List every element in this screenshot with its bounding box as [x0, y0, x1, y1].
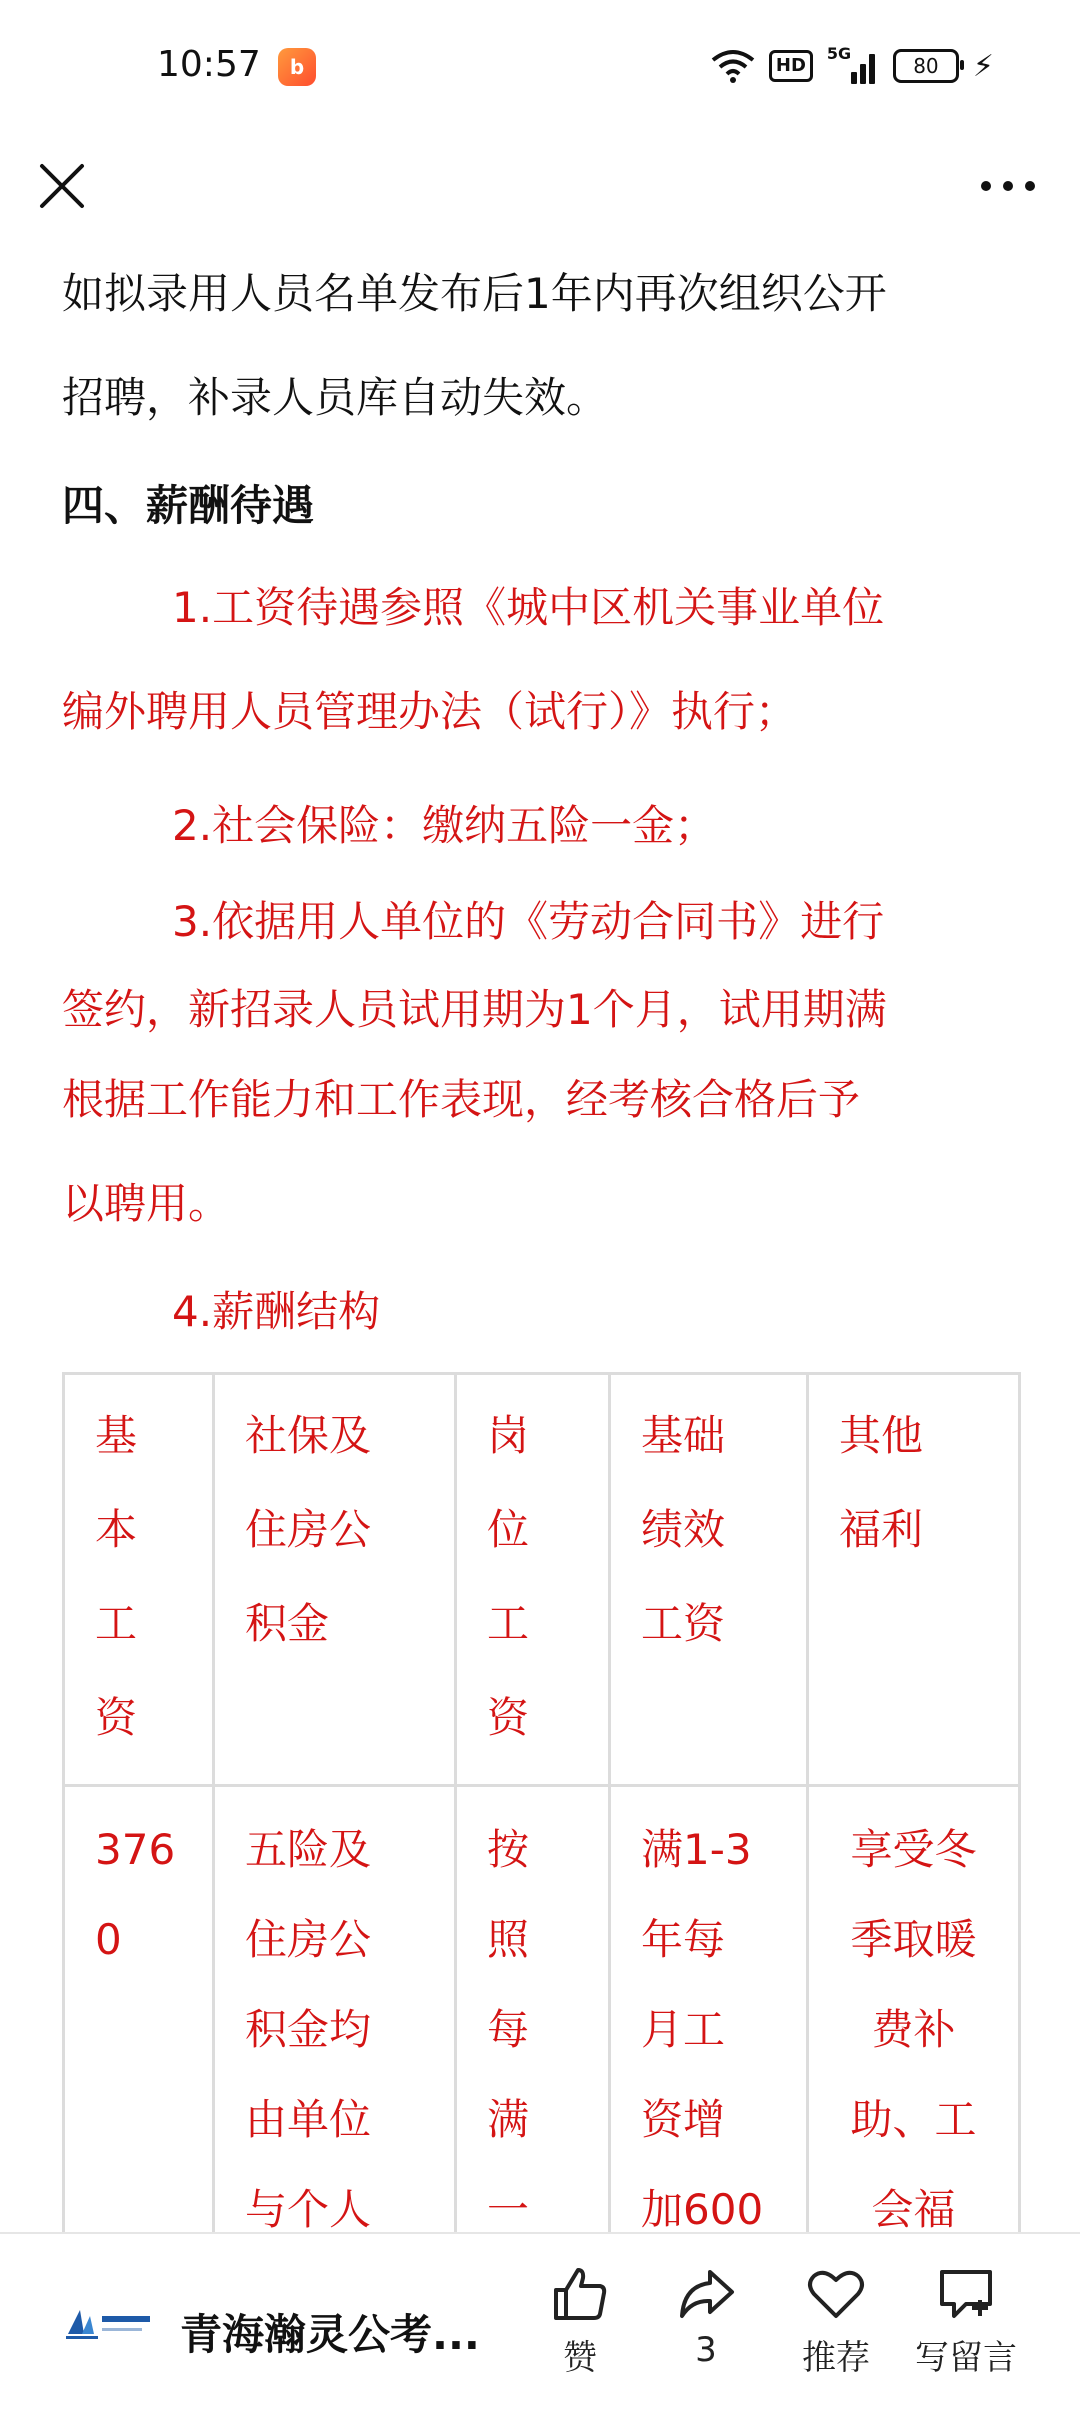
table-cell-text	[839, 1389, 988, 1577]
close-icon[interactable]	[34, 158, 90, 214]
table-cell-line: 位	[487, 1505, 530, 1554]
table-cell-text	[245, 1389, 424, 1671]
table-cell-text	[95, 1805, 182, 1985]
wifi-icon	[711, 48, 755, 84]
paragraph-line: 4.薪酬结构	[172, 1287, 381, 1336]
share-button[interactable]	[646, 2264, 766, 2370]
table-cell-line: 岗	[487, 1411, 530, 1460]
table-cell-line: 资	[487, 1693, 530, 1742]
table-cell-line: 住房公	[245, 1505, 372, 1554]
bottom-action-bar	[0, 2232, 1080, 2414]
table-cell-line: 五险及	[245, 1825, 372, 1874]
table-cell-line: 工	[487, 1599, 530, 1648]
table-cell-line: 季取暖	[850, 1915, 977, 1964]
account-logo-icon[interactable]	[62, 2304, 154, 2346]
table-cell-line: 0	[95, 1915, 122, 1964]
table-cell	[456, 1786, 610, 2233]
app-notification-icon: b	[278, 48, 316, 86]
paragraph-line: 如拟录用人员名单发布后1年内再次组织公开	[62, 269, 887, 318]
share-icon	[676, 2264, 736, 2324]
status-bar	[0, 0, 1080, 140]
table-cell-line: 绩效	[641, 1505, 726, 1554]
table-cell-line: 376	[95, 1825, 176, 1874]
recommend-label: 推荐	[802, 2338, 870, 2378]
table-cell	[808, 1374, 1020, 1786]
share-count: 3	[695, 2330, 717, 2370]
battery-level: 80	[913, 54, 939, 78]
table-cell-line: 照	[487, 1915, 530, 1964]
write-comment-label: 写留言	[915, 2338, 1017, 2378]
table-cell-line: 工	[95, 1599, 138, 1648]
like-label: 赞	[563, 2338, 597, 2378]
paragraph-line: 以聘用。	[62, 1179, 231, 1228]
table-cell-line: 资增	[641, 2095, 726, 2144]
table-cell-line: 其他	[839, 1411, 924, 1460]
section-heading: 四、薪酬待遇	[62, 481, 315, 530]
table-cell-line: 满	[487, 2095, 530, 2144]
table-cell-line: 积金	[245, 1599, 330, 1648]
charging-icon: ⚡	[972, 48, 994, 84]
signal-icon	[826, 44, 879, 84]
network-type: 5G	[826, 44, 852, 63]
account-name[interactable]: 青海瀚灵公考...	[180, 2310, 480, 2359]
table-cell	[610, 1374, 808, 1786]
table-cell-line: 每	[487, 2005, 530, 2054]
table-cell-line: 资	[95, 1693, 138, 1742]
table-cell-text	[245, 1805, 424, 2232]
table-cell	[610, 1786, 808, 2233]
table-cell-line: 与个人	[245, 2185, 372, 2232]
table-cell-line: 社保及	[245, 1411, 372, 1460]
table-header-row	[64, 1374, 1020, 1786]
table-cell-text	[839, 1805, 988, 2232]
table-cell-line: 年每	[641, 1915, 726, 1964]
paragraph-line: 1.工资待遇参照《城中区机关事业单位	[172, 583, 885, 632]
table-cell-text	[487, 1389, 578, 1765]
paragraph-line: 2.社会保险：缴纳五险一金；	[172, 801, 717, 850]
table-cell-line: 积金均	[245, 2005, 372, 2054]
table-cell-line: 基础	[641, 1411, 726, 1460]
table-cell	[214, 1786, 456, 2233]
write-comment-button[interactable]	[906, 2264, 1026, 2379]
table-cell-text	[95, 1389, 182, 1765]
table-cell	[808, 1786, 1020, 2233]
table-cell-line: 按	[487, 1825, 530, 1874]
comment-add-icon	[936, 2264, 996, 2324]
article-content	[0, 252, 1080, 2232]
table-cell-line: 享受冬	[850, 1825, 977, 1874]
table-cell-line: 加600	[641, 2185, 764, 2232]
more-options-icon[interactable]	[976, 162, 1040, 210]
table-cell-line: 本	[95, 1505, 138, 1554]
table-cell-line: 月工	[641, 2005, 726, 2054]
table-cell-line: 费补	[871, 2005, 956, 2054]
table-cell	[64, 1374, 214, 1786]
table-cell-text	[641, 1389, 776, 1671]
status-time: 10:57	[157, 44, 261, 85]
table-cell-text	[487, 1805, 578, 2232]
paragraph-line: 根据工作能力和工作表现，经考核合格后予	[62, 1075, 861, 1124]
like-button[interactable]	[520, 2264, 640, 2379]
table-cell-line: 助、工	[850, 2095, 977, 2144]
table-cell-line: 满1-3	[641, 1825, 752, 1874]
status-icons	[711, 44, 994, 88]
table-cell	[214, 1374, 456, 1786]
table-cell	[64, 1786, 214, 2233]
table-cell-line: 会福	[871, 2185, 956, 2232]
table-row	[64, 1786, 1020, 2233]
salary-structure-table	[62, 1372, 1021, 2232]
paragraph-line: 编外聘用人员管理办法（试行）》执行；	[62, 687, 798, 736]
paragraph-line: 签约，新招录人员试用期为1个月，试用期满	[62, 985, 887, 1034]
paragraph-line: 招聘，补录人员库自动失效。	[62, 373, 609, 422]
table-cell-line: 由单位	[245, 2095, 372, 2144]
app-bar	[0, 140, 1080, 252]
table-cell-line: 住房公	[245, 1915, 372, 1964]
paragraph-line: 3.依据用人单位的《劳动合同书》进行	[172, 897, 885, 946]
recommend-button[interactable]	[776, 2264, 896, 2379]
table-cell-text	[641, 1805, 776, 2232]
table-cell-line: 基	[95, 1411, 138, 1460]
table-cell-line: 工资	[641, 1599, 726, 1648]
heart-icon	[806, 2264, 866, 2324]
hd-icon: HD	[769, 50, 813, 82]
table-cell	[456, 1374, 610, 1786]
table-cell-line: 福利	[839, 1505, 924, 1554]
thumbs-up-icon	[550, 2264, 610, 2324]
table-cell-line: 一	[487, 2185, 530, 2232]
battery-icon	[893, 49, 959, 83]
